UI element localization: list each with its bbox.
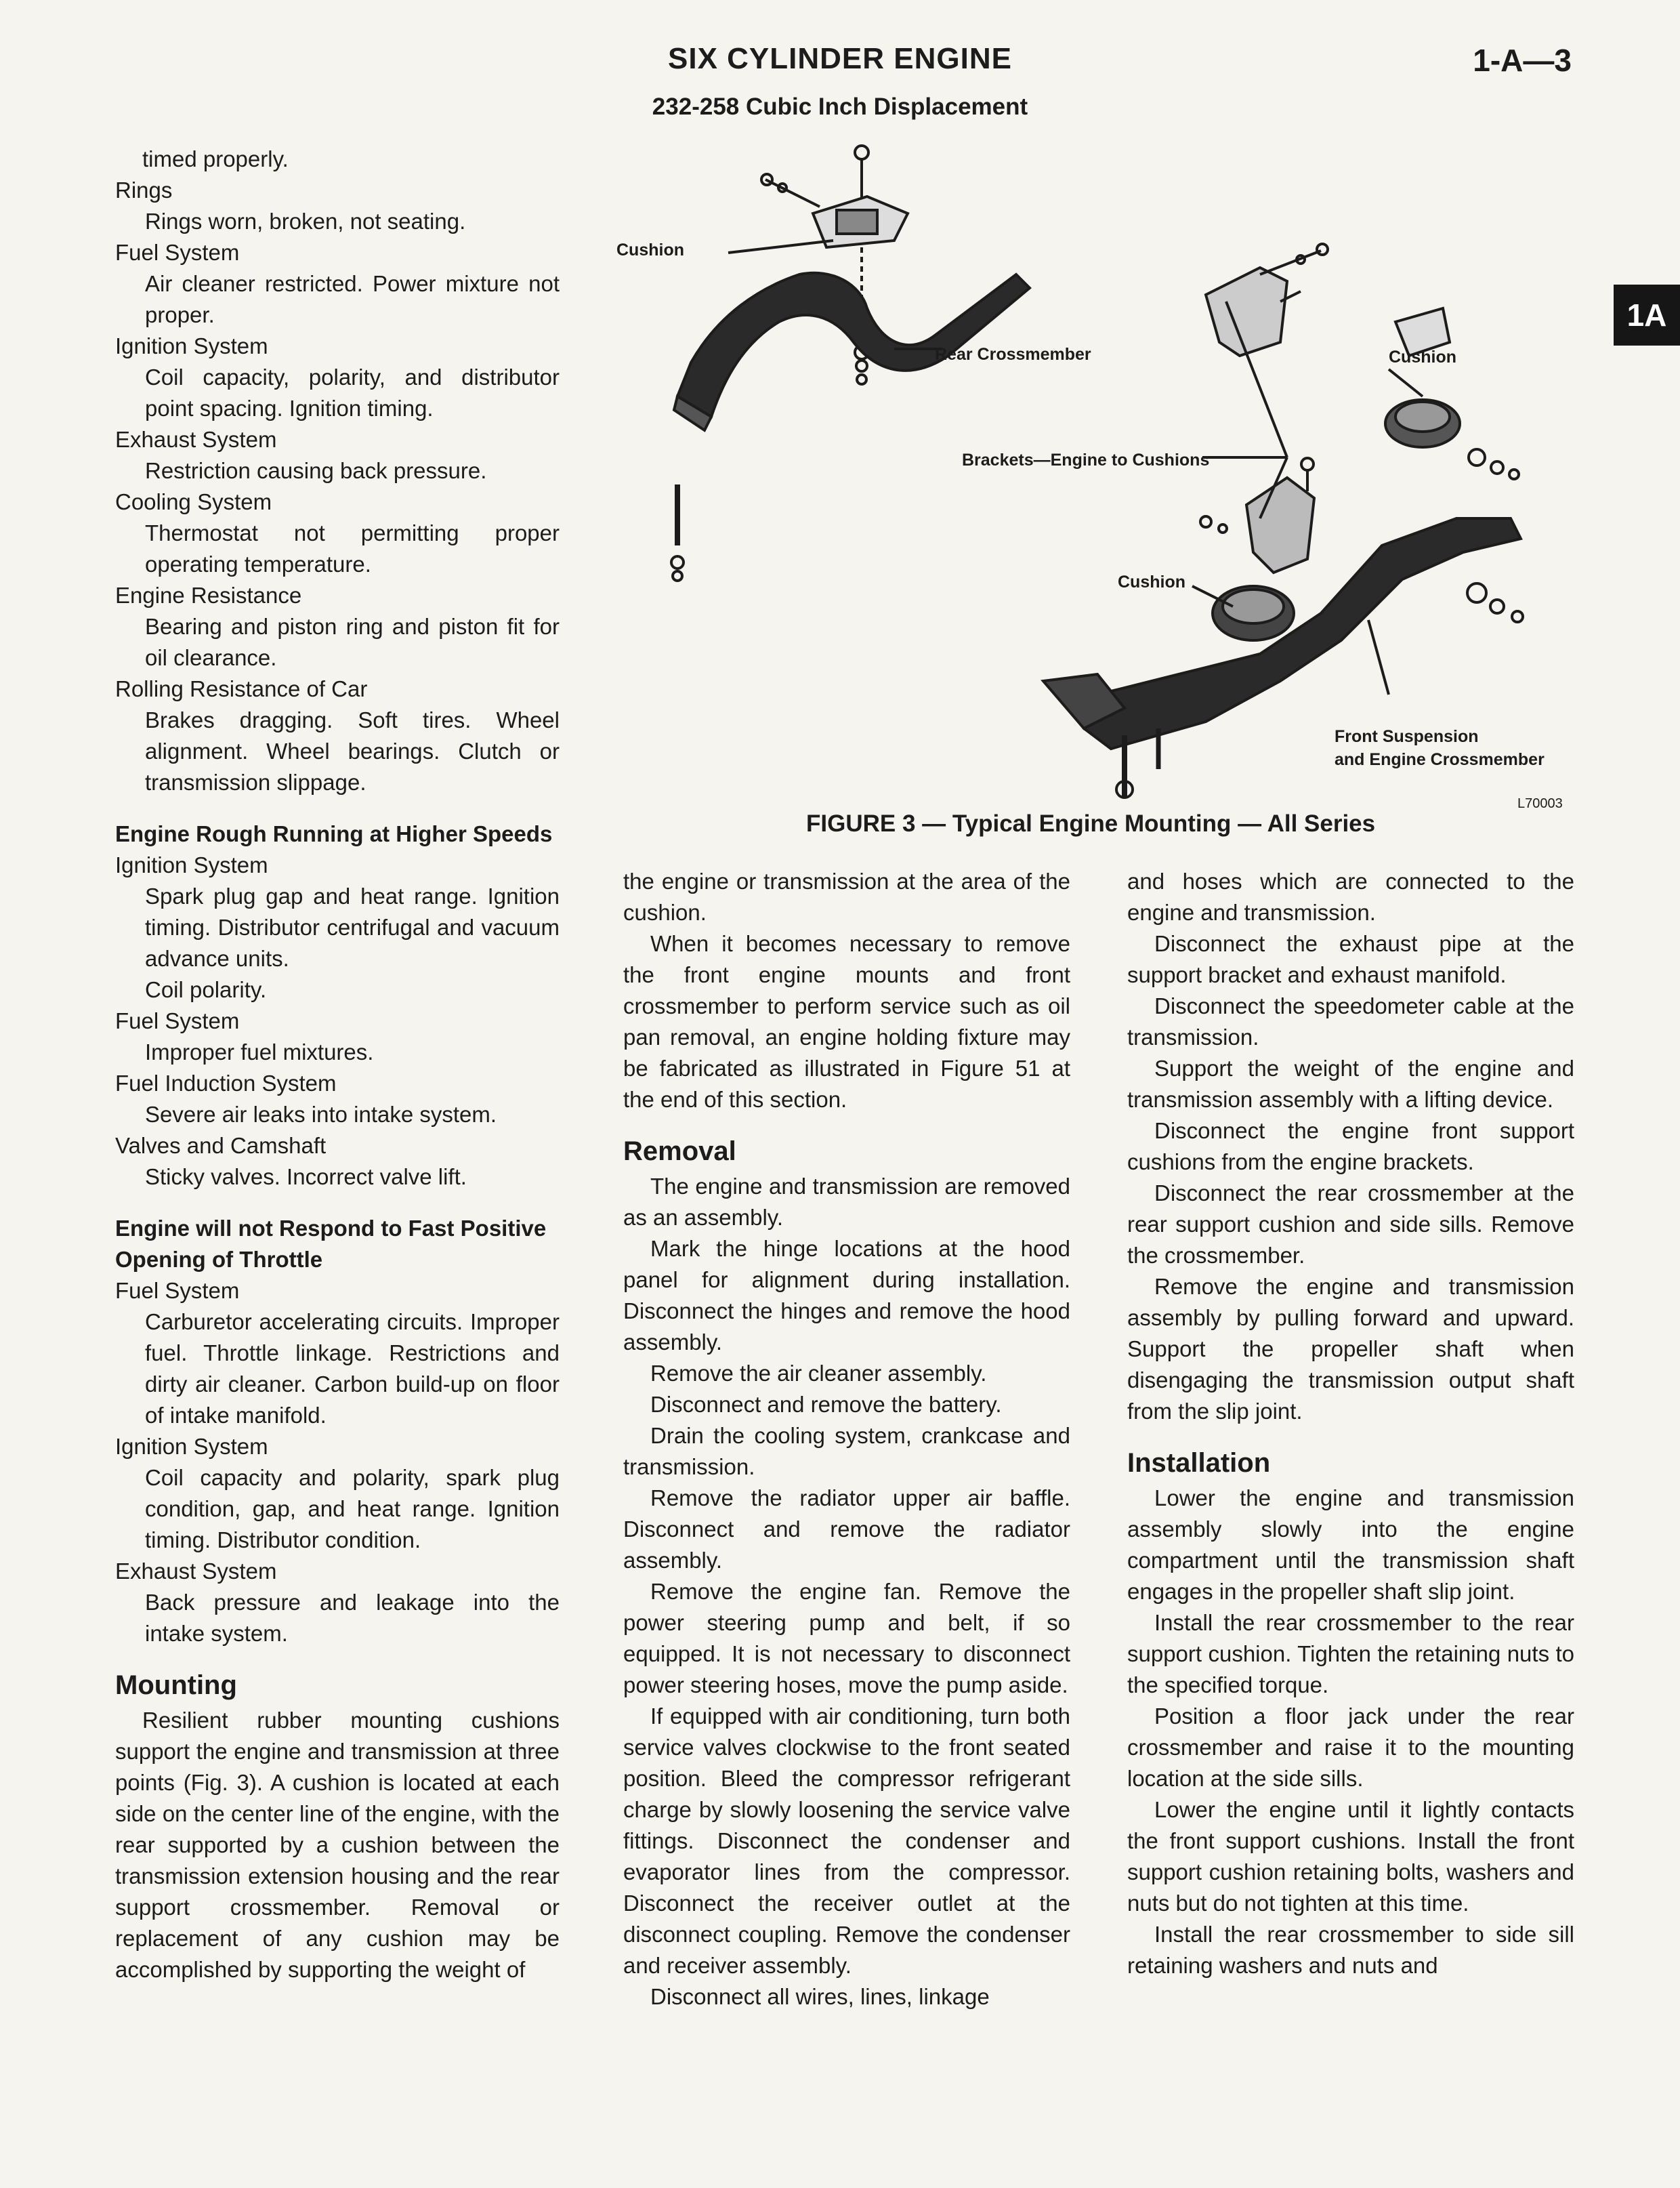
text-line: Rings worn, broken, not seating. [145, 209, 466, 234]
page-number: 1-A—3 [1473, 43, 1572, 78]
category-label: Fuel Induction System [115, 1071, 337, 1096]
text-line: Brakes dragging. Soft tires. Wheel alignment. Wheel bearings. Clutch or transmission slippage. [145, 707, 560, 795]
column-3 [1127, 866, 1574, 1981]
section-heading-mounting: Mounting [115, 1670, 237, 1700]
section-tab: 1A [1614, 285, 1680, 346]
paragraph: Install the rear crossmember to the rear support cushion. Tighten the retaining nuts to the specified torque. [1127, 1610, 1574, 1697]
paragraph: Remove the air cleaner assembly. [650, 1361, 987, 1386]
text-line: Spark plug gap and heat range. Ignition timing. Distributor centrifugal and vacuum advance units. [145, 884, 560, 971]
text-line: Improper fuel mixtures. [145, 1039, 374, 1065]
figure-code: L70003 [1517, 796, 1563, 811]
paragraph: and hoses which are connected to the engine and transmission. [1127, 869, 1574, 925]
column-2 [623, 866, 1070, 2012]
section-heading-installation: Installation [1127, 1448, 1271, 1478]
figure-3 [610, 139, 1578, 810]
figure-caption: FIGURE 3 — Typical Engine Mounting — All Series [806, 810, 1376, 837]
paragraph: Disconnect the speedometer cable at the transmission. [1127, 993, 1574, 1050]
category-label: Ignition System [115, 333, 268, 358]
label-front-suspension: Front Suspension [1335, 727, 1479, 746]
page-title: SIX CYLINDER ENGINE [668, 42, 1012, 75]
subheading: Engine will not Respond to Fast Positive Opening of Throttle [115, 1216, 547, 1272]
text-line: Thermostat not permitting proper operating temperature. [145, 520, 560, 577]
paragraph: Drain the cooling system, crankcase and transmission. [623, 1423, 1070, 1479]
category-label: Rolling Resistance of Car [115, 676, 368, 701]
engine-mounting-illustration [610, 139, 1578, 810]
text-line: Bearing and piston ring and piston fit for oil clearance. [145, 614, 560, 670]
text-line: Coil capacity and polarity, spark plug condition, gap, and heat range. Ignition timing. Distributor condition. [145, 1465, 560, 1552]
page-subtitle: 232-258 Cubic Inch Displacement [652, 94, 1028, 120]
category-label: Exhaust System [115, 427, 277, 452]
paragraph: Mark the hinge locations at the hood panel for alignment during installation. Disconnect the hinges and remove the hood assembly. [623, 1236, 1070, 1355]
text-line: Restriction causing back pressure. [145, 458, 487, 483]
paragraph: Position a floor jack under the rear crossmember and raise it to the mounting location at the side sills. [1127, 1704, 1574, 1791]
label-engine-crossmember: and Engine Crossmember [1335, 750, 1545, 769]
text-line: timed properly. [142, 146, 289, 171]
paragraph: Install the rear crossmember to side sill retaining washers and nuts and [1127, 1922, 1574, 1978]
paragraph: Resilient rubber mounting cushions support the engine and transmission at three points (Fig. 3). A cushion is located at each side on the center line of the engine, with the rear supported by a cushion between the transmission extension housing and the rear support crossmember. Removal or replacement of any cushion may be accomplished by supporting the weight of [115, 1708, 560, 1982]
text-line: Coil polarity. [145, 977, 267, 1002]
category-label: Valves and Camshaft [115, 1133, 327, 1158]
category-label: Fuel System [115, 1008, 240, 1033]
paragraph: The engine and transmission are removed as an assembly. [623, 1174, 1070, 1230]
paragraph: When it becomes necessary to remove the front engine mounts and front crossmember to perform service such as oil pan removal, an engine holding fixture may be fabricated as illustrated in Figure 51 at the end of this section. [623, 931, 1070, 1112]
paragraph: Remove the engine and transmission assembly by pulling forward and upward. Support the propeller shaft when disengaging the transmission output shaft from the slip joint. [1127, 1274, 1574, 1424]
category-label: Rings [115, 178, 173, 203]
subheading: Engine Rough Running at Higher Speeds [115, 821, 553, 846]
paragraph: Lower the engine until it lightly contacts the front support cushions. Install the front support cushion retaining bolts, washers and nuts but do not tighten at this time. [1127, 1797, 1574, 1916]
paragraph: Disconnect the exhaust pipe at the support bracket and exhaust manifold. [1127, 931, 1574, 987]
column-1 [115, 144, 560, 1985]
category-label: Fuel System [115, 1278, 240, 1303]
paragraph: Remove the engine fan. Remove the power steering pump and belt, if so equipped. It is not necessary to disconnect power steering hoses, move the pump aside. [623, 1579, 1070, 1697]
paragraph: Disconnect and remove the battery. [650, 1392, 1002, 1417]
text-line: Sticky valves. Incorrect valve lift. [145, 1164, 467, 1189]
category-label: Ignition System [115, 1434, 268, 1459]
paragraph: Remove the radiator upper air baffle. Disconnect and remove the radiator assembly. [623, 1485, 1070, 1573]
label-cushion-right: Cushion [1389, 348, 1456, 367]
label-rear-crossmember: Rear Crossmember [935, 345, 1091, 364]
label-cushion-rear: Cushion [616, 241, 684, 260]
paragraph: Support the weight of the engine and transmission assembly with a lifting device. [1127, 1056, 1574, 1112]
paragraph: If equipped with air conditioning, turn both service valves clockwise to the front seated position. Bleed the compressor refrigerant charge by slowly loosening the service valve fittings. Disconnect the condenser and evaporator lines from the compressor. Disconnect the receiver outlet at the disconnect coupling. Remove the condenser and receiver assembly. [623, 1704, 1070, 1978]
paragraph: Disconnect the rear crossmember at the rear support cushion and side sills. Remove the crossmember. [1127, 1180, 1574, 1268]
text-line: Coil capacity, polarity, and distributor point spacing. Ignition timing. [145, 365, 560, 421]
section-heading-removal: Removal [623, 1136, 736, 1166]
label-cushion-center: Cushion [1118, 573, 1185, 592]
text-line: Carburetor accelerating circuits. Improper fuel. Throttle linkage. Restrictions and dirty air cleaner. Carbon build-up on floor of intake manifold. [145, 1309, 560, 1428]
paragraph: Disconnect all wires, lines, linkage [650, 1984, 990, 2009]
category-label: Cooling System [115, 489, 272, 514]
text-line: Back pressure and leakage into the intake system. [145, 1590, 560, 1646]
text-line: Severe air leaks into intake system. [145, 1102, 497, 1127]
label-brackets-engine-to-cushions: Brackets—Engine to Cushions [962, 451, 1210, 470]
category-label: Fuel System [115, 240, 240, 265]
category-label: Ignition System [115, 852, 268, 878]
paragraph: Disconnect the engine front support cushions from the engine brackets. [1127, 1118, 1574, 1174]
category-label: Exhaust System [115, 1559, 277, 1584]
category-label: Engine Resistance [115, 583, 302, 608]
paragraph: the engine or transmission at the area of the cushion. [623, 869, 1070, 925]
paragraph: Lower the engine and transmission assembly slowly into the engine compartment until the transmission shaft engages in the propeller shaft slip joint. [1127, 1485, 1574, 1604]
text-line: Air cleaner restricted. Power mixture not proper. [145, 271, 560, 327]
